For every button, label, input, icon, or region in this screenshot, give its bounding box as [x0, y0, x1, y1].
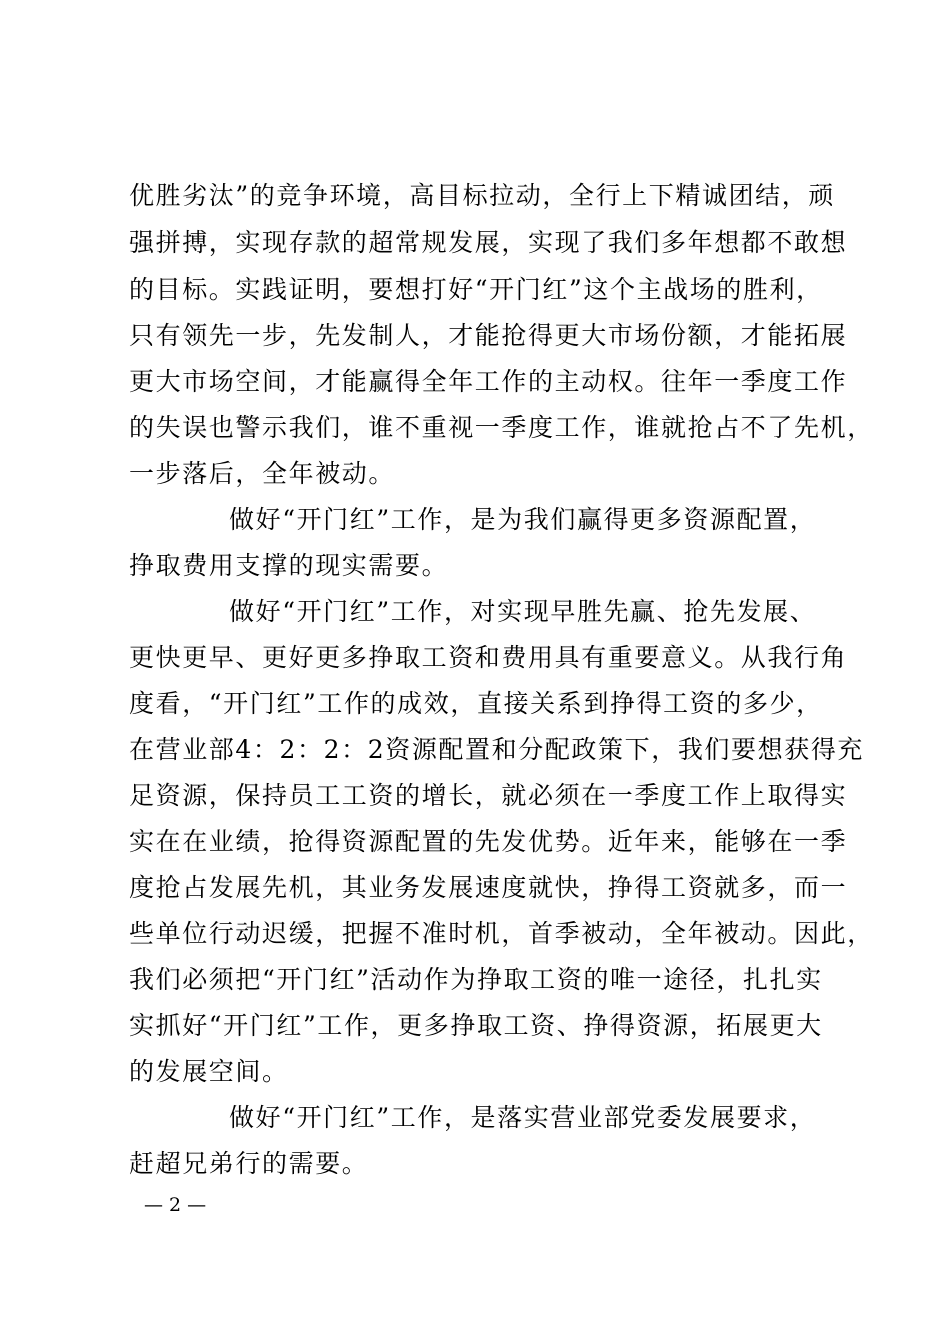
- text-line: 实在在业绩，抢得资源配置的先发优势。近年来，能够在一季: [129, 827, 848, 856]
- text-line: 强拼搏，实现存款的超常规发展，实现了我们多年想都不敢想: [129, 228, 848, 257]
- text-line: 我们必须把“开门红”活动作为挣取工资的唯一途径，扎扎实: [129, 965, 823, 994]
- text-line: 的发展空间。: [129, 1057, 289, 1086]
- text-line: 在营业部4：2：2：2资源配置和分配政策下，我们要想获得充: [129, 735, 865, 764]
- text-line: 更大市场空间，才能赢得全年工作的主动权。往年一季度工作: [129, 367, 848, 396]
- text-line: 更快更早、更好更多挣取工资和费用具有重要意义。从我行角: [129, 643, 848, 672]
- paragraph-heading-line: 做好“开门红”工作，是为我们赢得更多资源配置，: [229, 505, 817, 534]
- text-line: 只有领先一步，先发制人，才能抢得更大市场份额，才能拓展: [129, 321, 848, 350]
- page-number: — 2 —: [144, 1194, 207, 1216]
- text-line: 一步落后，全年被动。: [129, 459, 396, 488]
- text-line: 做好“开门红”工作，对实现早胜先赢、抢先发展、: [229, 597, 817, 626]
- text-line: 些单位行动迟缓，把握不准时机，首季被动，全年被动。因此，: [129, 919, 874, 948]
- paragraph-heading-line: 挣取费用支撑的现实需要。: [129, 551, 449, 580]
- text-line: 足资源，保持员工工资的增长，就必须在一季度工作上取得实: [129, 781, 848, 810]
- text-line: 的目标。实践证明，要想打好“开门红”这个主战场的胜利，: [129, 275, 823, 304]
- paragraph-heading-line: 做好“开门红”工作，是落实营业部党委发展要求，: [229, 1103, 817, 1132]
- text-line: 度看，“开门红”工作的成效，直接关系到挣得工资的多少，: [129, 689, 823, 718]
- paragraph-heading-line: 赶超兄弟行的需要。: [129, 1149, 369, 1178]
- text-line: 实抓好“开门红”工作，更多挣取工资、挣得资源，拓展更大: [129, 1011, 823, 1040]
- text-line: 优胜劣汰”的竞争环境，高目标拉动，全行上下精诚团结，顽: [129, 181, 835, 210]
- text-line: 度抢占发展先机，其业务发展速度就快，挣得工资就多，而一: [129, 873, 848, 902]
- text-line: 的失误也警示我们，谁不重视一季度工作，谁就抢占不了先机，: [129, 413, 874, 442]
